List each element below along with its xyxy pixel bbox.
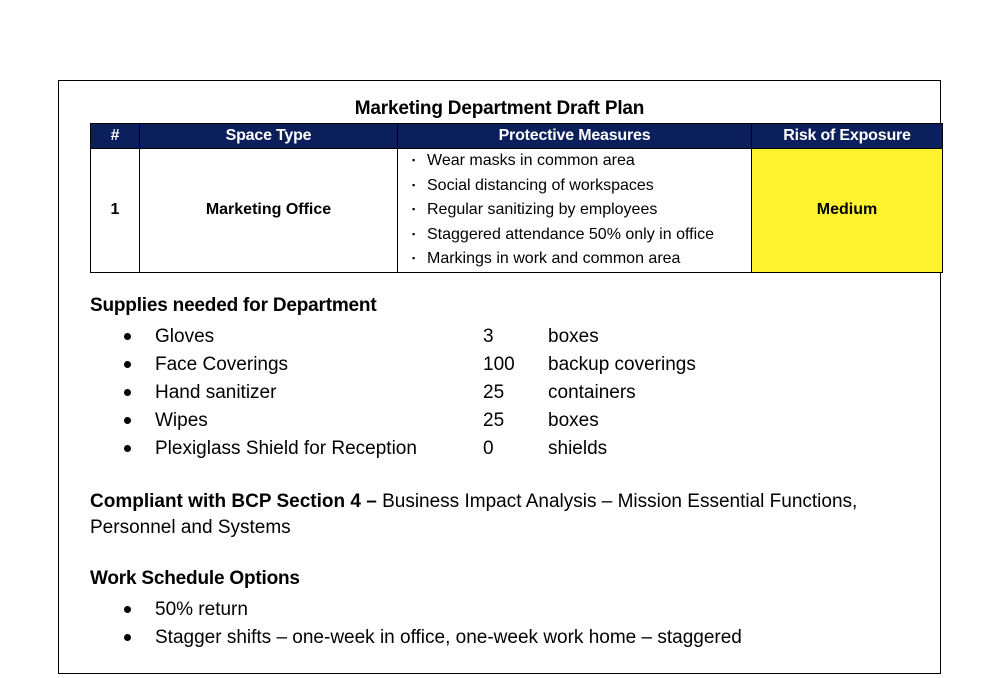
supply-item-unit: containers bbox=[548, 382, 636, 403]
supply-item-qty: 100 bbox=[483, 354, 515, 375]
schedule-option: Stagger shifts – one-week in office, one-week work home – staggered bbox=[155, 627, 742, 648]
header-risk-of-exposure: Risk of Exposure bbox=[752, 124, 943, 149]
schedule-option: 50% return bbox=[155, 599, 248, 620]
bullet-icon bbox=[124, 445, 131, 452]
supply-item-unit: boxes bbox=[548, 326, 599, 347]
measures-list bbox=[398, 149, 751, 272]
compliance-statement bbox=[90, 489, 910, 541]
supply-item-qty: 25 bbox=[483, 382, 505, 403]
list-item: ▪ Regular sanitizing by employees bbox=[412, 198, 751, 223]
header-number: # bbox=[91, 124, 140, 149]
bullet-icon bbox=[124, 634, 131, 641]
list-item: ▪ Wear masks in common area bbox=[412, 149, 751, 174]
row-number: 1 bbox=[91, 149, 140, 273]
table-row bbox=[91, 149, 943, 273]
bullet-icon bbox=[124, 389, 131, 396]
bullet-icon bbox=[124, 333, 131, 340]
document-page bbox=[58, 80, 941, 674]
header-protective-measures: Protective Measures bbox=[398, 124, 752, 149]
supply-item-unit: backup coverings bbox=[548, 354, 696, 375]
bullet-icon bbox=[124, 417, 131, 424]
supply-item-name: Plexiglass Shield for Reception bbox=[155, 438, 417, 459]
supply-item-name: Wipes bbox=[155, 410, 208, 431]
header-space-type: Space Type bbox=[140, 124, 398, 149]
schedule-heading: Work Schedule Options bbox=[90, 568, 300, 589]
list-item: ▪ Markings in work and common area bbox=[412, 247, 751, 272]
bullet-icon bbox=[124, 361, 131, 368]
plan-title: Marketing Department Draft Plan bbox=[354, 98, 645, 119]
plan-table bbox=[90, 123, 943, 273]
compliance-text: Business Impact Analysis – Mission Essential Functions, Personnel and Systems bbox=[90, 491, 858, 538]
list-item: ▪ Social distancing of workspaces bbox=[412, 174, 751, 199]
supply-item-unit: boxes bbox=[548, 410, 599, 431]
supply-item-qty: 0 bbox=[483, 438, 494, 459]
supply-item-name: Hand sanitizer bbox=[155, 382, 277, 403]
supply-item-unit: shields bbox=[548, 438, 608, 459]
compliance-lead: Compliant with BCP Section 4 – bbox=[90, 491, 377, 512]
row-protective-measures bbox=[398, 149, 752, 273]
supplies-heading: Supplies needed for Department bbox=[90, 295, 377, 316]
row-space-type: Marketing Office bbox=[140, 149, 398, 273]
supply-item-qty: 25 bbox=[483, 410, 505, 431]
supply-item-name: Gloves bbox=[155, 326, 215, 347]
bullet-icon bbox=[124, 606, 131, 613]
list-item: ▪ Staggered attendance 50% only in office bbox=[412, 223, 751, 248]
risk-badge: Medium bbox=[752, 149, 943, 273]
supply-item-name: Face Coverings bbox=[155, 354, 289, 375]
supply-item-qty: 3 bbox=[483, 326, 494, 347]
table-header-row bbox=[91, 124, 943, 149]
